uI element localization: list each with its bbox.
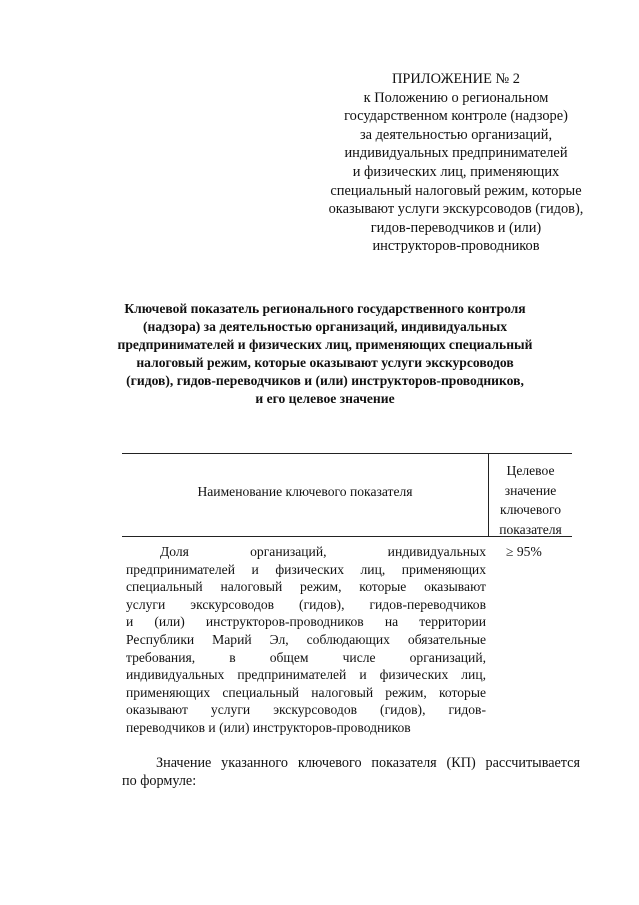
- kpi-description-line: услуги экскурсоводов (гидов), гидов-переводчиков: [126, 596, 486, 612]
- formula-paragraph: [122, 754, 580, 790]
- kpi-description-line: предпринимателей и физических лиц, применяющих: [126, 561, 486, 577]
- title-line: Ключевой показатель регионального государственного контроля: [124, 301, 526, 316]
- column-header-name: Наименование ключевого показателя: [197, 484, 413, 499]
- paragraph-line: по формуле:: [122, 773, 197, 790]
- kpi-description-cell: [126, 543, 486, 737]
- kpi-target-value: ≥ 95%: [506, 544, 542, 559]
- kpi-description-line: оказывают услуги экскурсоводов (гидов), гидов-: [126, 702, 486, 718]
- kpi-description-line: требования, в общем числе организаций,: [126, 649, 486, 665]
- column-header-target-line: ключевого: [499, 502, 562, 518]
- title-line: (гидов), гидов-переводчиков и (или) инструкторов-проводников,: [126, 373, 524, 389]
- title-line: и его целевое значение: [255, 391, 395, 407]
- kpi-description-line: применяющих специальный налоговый режим, которые: [126, 684, 486, 700]
- appendix-header: [300, 70, 612, 256]
- kpi-description-line: специальный налоговый режим, которые оказывают: [126, 579, 486, 595]
- appendix-line: государственном контроле (надзоре): [344, 108, 568, 125]
- appendix-line: индивидуальных предпринимателей: [344, 145, 568, 162]
- title-line: налоговый режим, которые оказывают услуги экскурсоводов: [136, 355, 514, 371]
- column-header-target-line: показателя: [499, 521, 562, 537]
- appendix-line: инструкторов-проводников: [372, 238, 540, 255]
- kpi-description-line: Республики Марий Эл, соблюдающих обязательные: [126, 631, 486, 647]
- title-line: (надзора) за деятельностью организаций, индивидуальных: [143, 319, 507, 335]
- appendix-line: специальный налоговый режим, которые: [330, 182, 582, 199]
- appendix-line: оказывают услуги экскурсоводов (гидов),: [328, 201, 584, 218]
- paragraph-line: Значение указанного ключевого показателя (КП) рассчитывается: [156, 755, 580, 771]
- appendix-line: к Положению о региональном: [363, 89, 549, 106]
- appendix-line: за деятельностью организаций,: [359, 126, 553, 143]
- document-title: [110, 300, 540, 409]
- kpi-description-line: индивидуальных предпринимателей и физических лиц,: [126, 667, 486, 683]
- title-line: предпринимателей и физических лиц, применяющих специальный: [117, 337, 533, 353]
- column-header-target-line: значение: [504, 482, 557, 498]
- appendix-line: гидов-переводчиков и (или): [370, 219, 542, 236]
- table-top-rule: [122, 453, 572, 454]
- column-header-target: [489, 461, 572, 539]
- appendix-number: ПРИЛОЖЕНИЕ № 2: [392, 71, 520, 87]
- kpi-description-line: переводчиков и (или) инструкторов-проводников: [126, 719, 411, 735]
- column-header-target-line: Целевое: [506, 463, 555, 478]
- kpi-description-line: и (или) инструкторов-проводников на территории: [126, 614, 486, 630]
- kpi-description-line: Доля организаций, индивидуальных: [160, 544, 486, 559]
- appendix-line: и физических лиц, применяющих: [352, 163, 560, 180]
